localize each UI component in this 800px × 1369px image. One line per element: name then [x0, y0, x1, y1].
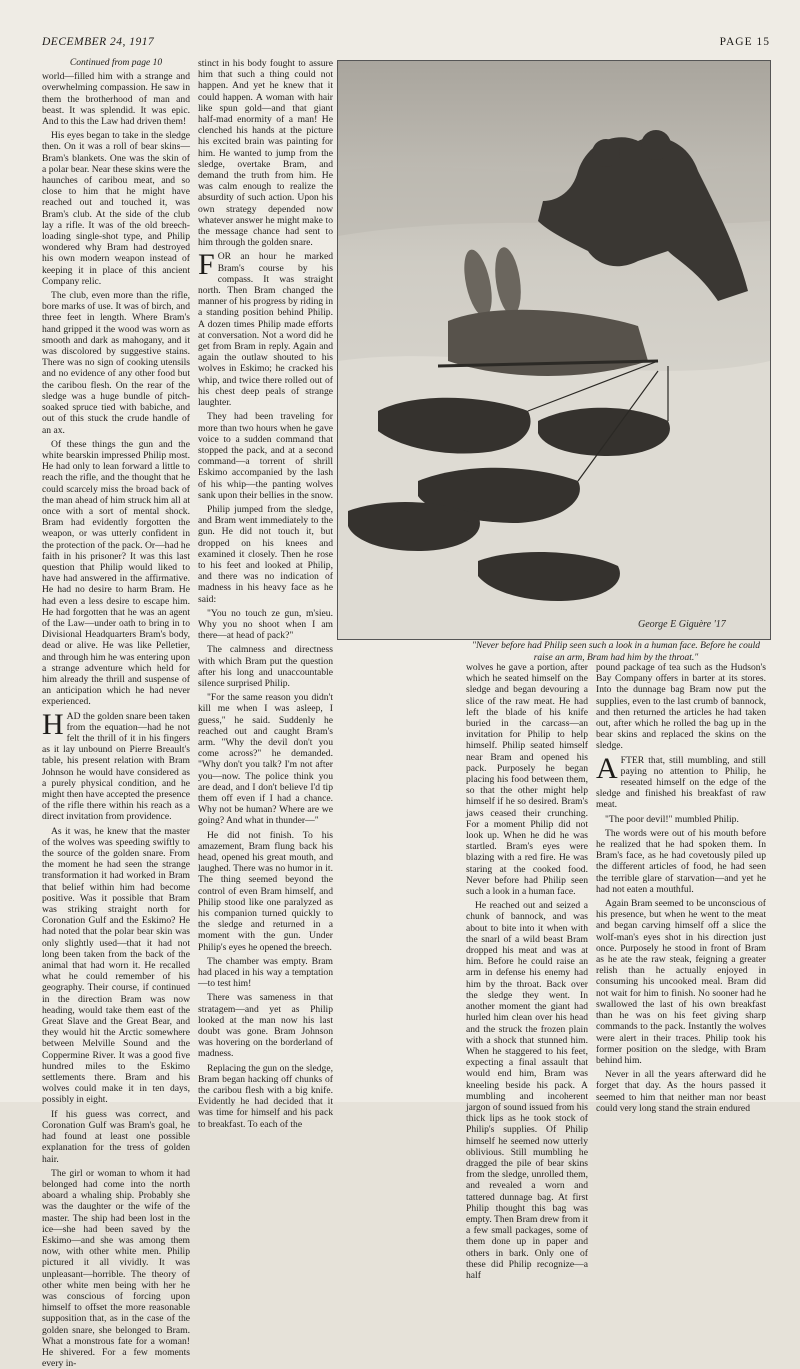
text-column-1	[42, 58, 190, 1369]
text-column-3	[466, 662, 588, 1281]
paragraph: He reached out and seized a chunk of bannock, and was about to bite into it when with the snarl of a wild beast Bram dropped his meat and was at him. Before he could raise an arm in defense his enemy had him by the throat. Back over the sledge they went. In another moment the giant had hurled him clean over his head and the struck the frozen plain with a shock that stunned him. When he staggered to his feet, expecting a final assault that would end him, Bram was kneeling beside his pack. A mumbling and incoherent jargon of sound issued from his thick lips as he took stock of Philip's supplies. Of Philip himself he seemed now utterly oblivious. Still mumbling he dragged the pile of bear skins from the sledge, unrolled them, and revealed a worn and tattered dunnage bag. At first Philip thought this bag was empty. Then Bram drew from it a few small packages, some of them done up in paper and others in bark. Only one of these did Philip recognize—a half	[466, 900, 588, 1281]
paragraph: His eyes began to take in the sledge then. On it was a roll of bear skins—Bram's blankets. One was the skin of a polar bear. Near these skins were the haunches of caribou meat, and so close to him that he might have reached out and touched it, was Bram's club. At the side of the club lay a rifle. It was of the old breech-loading single-shot type, and Philip wondered why Bram had destroyed his own modern weapon instead of keeping it in place of this ancient Company relic.	[42, 130, 190, 287]
paragraph: AFTER that, still mumbling, and still paying no attention to Philip, he reseated himself on the edge of the sledge and finished his breakfast of raw meat.	[596, 751, 766, 811]
paragraph: The calmness and directness with which Bram put the question after his long and unaccountable silence surprised Philip.	[198, 644, 333, 689]
paragraph: FOR an hour he marked Bram's course by his compass. It was straight north. Then Bram changed the manner of his progress by riding in a standing position behind Philip. A dozen times Philip made efforts at conversation. Not a word did he get from Bram in reply. Again and again the outlaw shouted to his wolves in Eskimo; he cracked his whip, and twice there rolled out of his chest deep peals of strange laughter.	[198, 248, 333, 409]
paragraph: "The poor devil!" mumbled Philip.	[605, 813, 739, 825]
artist-signature: George E Giguère '17	[638, 619, 726, 630]
paragraph: HAD the golden snare been taken from the equation—had he not felt the thrill of it in his fingers as it lay unbound on Pierre Breault's table, his present relation with Bram Johnson he would have considered as a purely physical condition, and he might then have accepted the presence of the rifle there within his reach as a direct invitation from providence.	[42, 707, 190, 823]
text-column-2	[198, 58, 334, 1130]
head	[592, 139, 620, 167]
issue-date: DECEMBER 24, 1917	[42, 36, 155, 48]
paragraph: Replacing the gun on the sledge, Bram began hacking off chunks of the caribou flesh with a big knife. Evidently he had decided that it was time for himself and his pack to breakfast. To each of the	[198, 1062, 333, 1130]
illustration-caption: "Never before had Philip seen such a look in a human face. Before he could raise an arm, Bram had him by the throat."	[472, 641, 760, 663]
paragraph: world—filled him with a strange and overwhelming compassion. He saw in them the brotherhood of man and beast. It was splendid. It was epic. And to this the Law had driven them!	[42, 71, 190, 128]
paragraph: Philip jumped from the sledge, and Bram went immediately to the gun. He did not touch it, but dropped on his knees and examined it closely. Then he rose to his feet and looked at Philip, and there was no indication of madness in his heavy face as he said:	[198, 503, 333, 605]
text-column-4	[596, 662, 766, 1114]
page-number: PAGE 15	[719, 36, 770, 48]
paragraph: wolves he gave a portion, after which he seated himself on the sledge and began devouring a slice of the raw meat. He had left the blade of his knife buried in the carcass—an invitation for Philip to help himself. Philip seated himself near Bram and opened his pack. Purposely he began placing his food between them, so that the other might help himself if he so desired. Bram's jaws ceased their crunching. For a moment Philip did not look up. When he did he was startled. Bram's eyes were blazing with a red fire. He was staring at the cooked food. Never before had Philip seen such a look in a human face.	[466, 662, 588, 898]
drop-cap: F	[198, 248, 215, 282]
paragraph: As it was, he knew that the master of the wolves was speeding swiftly to the source of the golden snare. From the moment he had seen the strange transformation it had worked in Bram that belief within him had become positive. Was it possible that Bram was striking straight north for Coronation Gulf and the Eskimo? He had noted that the polar bear skin was only slightly used—that it had not long been taken from the back of the animal that had worn it. He recalled what he could remember of his geography. Their course, if continued in the direction Bram was now heading, would take them east of the Great Slave and the Great Bear, and they would hit the Arctic somewhere between Melville Sound and the Coppermine River. It was a good five hundred miles to the Eskimo settlements there. Bram and his wolves could make it in ten days, possibly in eight.	[42, 825, 190, 1106]
paragraph: pound package of tea such as the Hudson's Bay Company offers in barter at its stores. Into the dunnage bag Bram now put the supplies, even to the last crumb of bannock, and then returned the articles he had taken out, after which he rolled the bag up in the bear skins and replaced the skins on the sledge.	[596, 662, 766, 752]
paragraph: The words were out of his mouth before he realized that he had spoken them. In Bram's face, as he had covetously piled up the different articles of food, he had seen the terrible glare of starvation—and yet he had not eaten a mouthful.	[596, 827, 766, 895]
paragraph: If his guess was correct, and Coronation Gulf was Bram's goal, he had found at least one possible explanation for the tress of golden hair.	[42, 1108, 190, 1165]
story-illustration	[337, 60, 771, 640]
paragraph: The club, even more than the rifle, bore marks of use. It was of birch, and three feet in length. Where Bram's hand gripped it the wood was worn as smooth and dark as mahogany, and it was discolored by suggestive stains. There was no sign of cooking utensils and no evidence of any other food but the caribou flesh. On the rear of the sledge was a huge bundle of pitch-soaked spruce tied with babiche, and out of this stuck the crude handle of an ax.	[42, 290, 190, 436]
paragraph: The chamber was empty. Bram had placed in his way a temptation—to test him!	[198, 955, 333, 990]
drop-cap: H	[42, 707, 64, 741]
head	[641, 130, 671, 160]
paragraph: There was sameness in that stratagem—and yet as Philip looked at the man now his last doubt was gone. Bram Johnson was hovering on the borderland of madness.	[198, 992, 333, 1060]
paragraph: Never in all the years afterward did he forget that day. As the hours passed it seemed to him that neither man nor beast could very long stand the strain endured	[596, 1069, 766, 1114]
paragraph: The girl or woman to whom it had belonged had come into the north aboard a whaling ship. Probably she was the daughter or the wife of the master. The ship had been lost in the ice—she had been saved by the Eskimo—and she was among them now, with other white men. Philip pictured it all vividly. It was unpleasant—horrible. The theory of other white men being with her he was conscious of forcing upon himself to offset the more reasonable supposition that, as in the case of the golden snare, she belonged to Bram. What a monstrous fate for a woman! He shivered. For a few moments every in-	[42, 1167, 190, 1369]
paragraph: stinct in his body fought to assure him that such a thing could not happen. And yet he knew that it could happen. A woman with hair like spun gold—and that giant half-mad enormity of a man! He clenched his hands at the picture his excited brain was painting for him. He wanted to jump from the sledge, overtake Bram, and demand the truth from him. He was calm enough to realize the absurdity of such action. Upon his own strategy depended now whatever answer he might make to the message chance had sent to him through the golden snare.	[198, 58, 333, 249]
paragraph: Again Bram seemed to be unconscious of his presence, but when he went to the meat and began carving himself off a slice the wolf-man's eyes shot in his direction just once. Purposely he stood in front of Bram as he ate the raw steak, feigning a greater relish than he actually enjoyed in consuming his uncooked meal. Bram did not wait for him to finish. No sooner had he swallowed the last of his own breakfast than he was on his feet giving sharp commands to the pack. Instantly the wolves were alert in their traces. Philip took his former position on the sledge, with Bram behind him.	[596, 898, 766, 1066]
paragraph: "You no touch ze gun, m'sieu. Why you no shoot when I am there—at head of pack?"	[198, 607, 333, 642]
continued-note: Continued from page 10	[69, 58, 163, 68]
paragraph: They had been traveling for more than two hours when he gave voice to a sudden command that stopped the pack, and at a second command—a torrent of shrill Eskimo accompanied by the lash of his whip—the panting wolves sank upon their bellies in the snow.	[198, 411, 334, 501]
paragraph: He did not finish. To his amazement, Bram flung back his head, opened his great mouth, and laughed. There was no humor in it. The thing seemed beyond the control of even Bram himself, and Philip stood like one paralyzed as his companion turned quickly to the sledge and returned in a moment with the gun. Under Philip's eyes he opened the breech.	[198, 829, 333, 953]
paragraph: "For the same reason you didn't kill me when I was asleep, I guess," he said. Suddenly he reached out and caught Bram's arm. "Why the devil don't you come across?" he demanded. "Why don't you talk? I'm not after you—now. The police think you are dead, and I don't believe I'd tip them off even if I had a chance. Why not be human? Where are we going? And what in thunder—"	[198, 692, 333, 827]
paragraph: Of these things the gun and the white bearskin impressed Philip most. He had only to lean forward a little to reach the rifle, and the thought that he could scarcely miss the broad back of the man ahead of him struck him all at once with a sort of mental shock. Bram had evidently forgotten the weapon, or was utterly confident in the protection of the pack. Or—had he faith in his prisoner? It was this last question that Philip would liked to have had answered in the affirmative. He had no desire to harm Bram. He had even a less desire to escape him. He had forgotten that he was an agent of the Law—under oath to bring in to Divisional Headquarters Bram's body, dead or alive. He was like Pelletier, and through him he was entering upon a strange adventure which held for him already the thrill and suspense of an anticipation which he had never experienced.	[42, 438, 190, 708]
drop-cap: A	[596, 751, 618, 785]
illustration-drawing	[338, 61, 770, 639]
page-header	[42, 36, 770, 56]
